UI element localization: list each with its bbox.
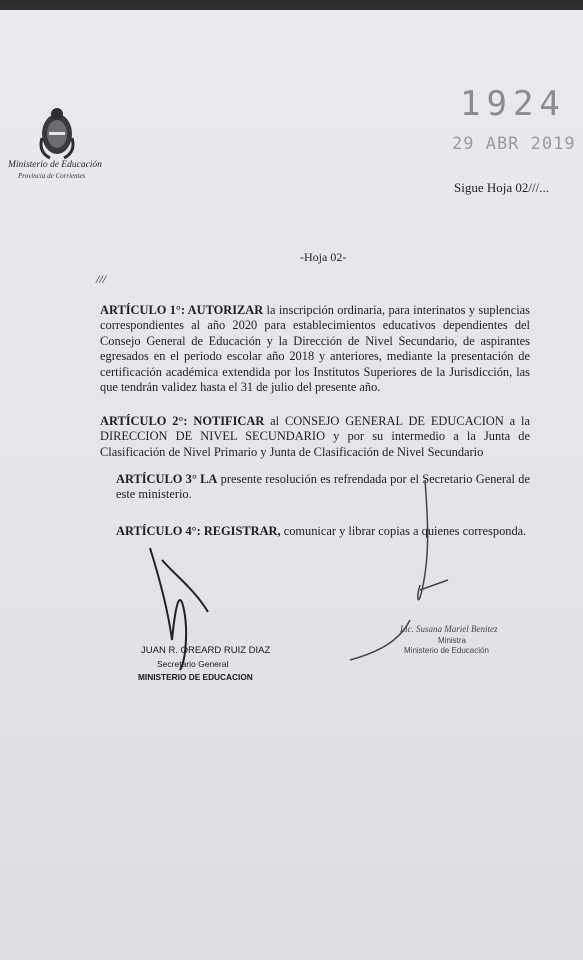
article-4-heading: ARTÍCULO 4°: REGISTRAR, [116,524,281,538]
article-3-text: presente resolución es refrendada por el Secretario General de este ministerio. [116,472,530,502]
continuation-note: Sigue Hoja 02///... [454,180,549,195]
ministry-name: Ministerio de Educación [8,160,102,170]
article-1-text: la inscripción ordinaria, para interinatos y suplencias correspondientes al año 2020 para establecimientos educativos dependientes del Consejo General de Educación y la Dirección de Nivel Secundario, de aspirantes egresados en el periodo escolar año 2018 y anteriores, mediante la presentación de certificación académica extendida por los Institutos Superiores de la Jurisdicción, las que tendrán validez hasta el 31 de julio del presente año. [100,303,531,395]
article-2 [100,414,530,460]
article-4 [116,524,546,539]
article-4-text: comunicar y librar copias a quienes corresponda. [280,524,527,538]
province-name: Provincia de Corrientes [18,172,86,180]
signatory-right-org: Ministerio de Educación [404,646,489,655]
signatory-left-org: MINISTERIO DE EDUCACION [138,672,253,682]
signatory-right-name: Lic. Susana Mariel Benitez [400,624,498,634]
signatory-left-role: Secretario General [157,659,229,669]
signatory-left-name: JUAN R. OREARD RUIZ DIAZ [141,645,271,656]
article-1 [100,303,530,395]
stamp-date: 29 ABR 2019 [452,134,576,154]
stamp-number: 1924 [460,84,566,124]
article-2-text: al CONSEJO GENERAL DE EDUCACION a la DIRECCION DE NIVEL SECUNDARIO y por su intermedio a la Junta de Clasificación de Nivel Primario y Junta de Clasificación de Nivel Secundario [100,414,530,459]
provincial-crest-icon [36,104,78,162]
article-2-heading: ARTÍCULO 2°: NOTIFICAR [100,414,265,428]
signatory-right-role: Ministra [438,636,467,645]
continuation-slashes: /// [96,272,107,286]
article-3 [116,472,530,503]
sheet-label: -Hoja 02- [300,250,347,264]
article-1-heading: ARTÍCULO 1°: AUTORIZAR [100,303,264,317]
article-3-heading: ARTÍCULO 3° LA [116,472,218,486]
